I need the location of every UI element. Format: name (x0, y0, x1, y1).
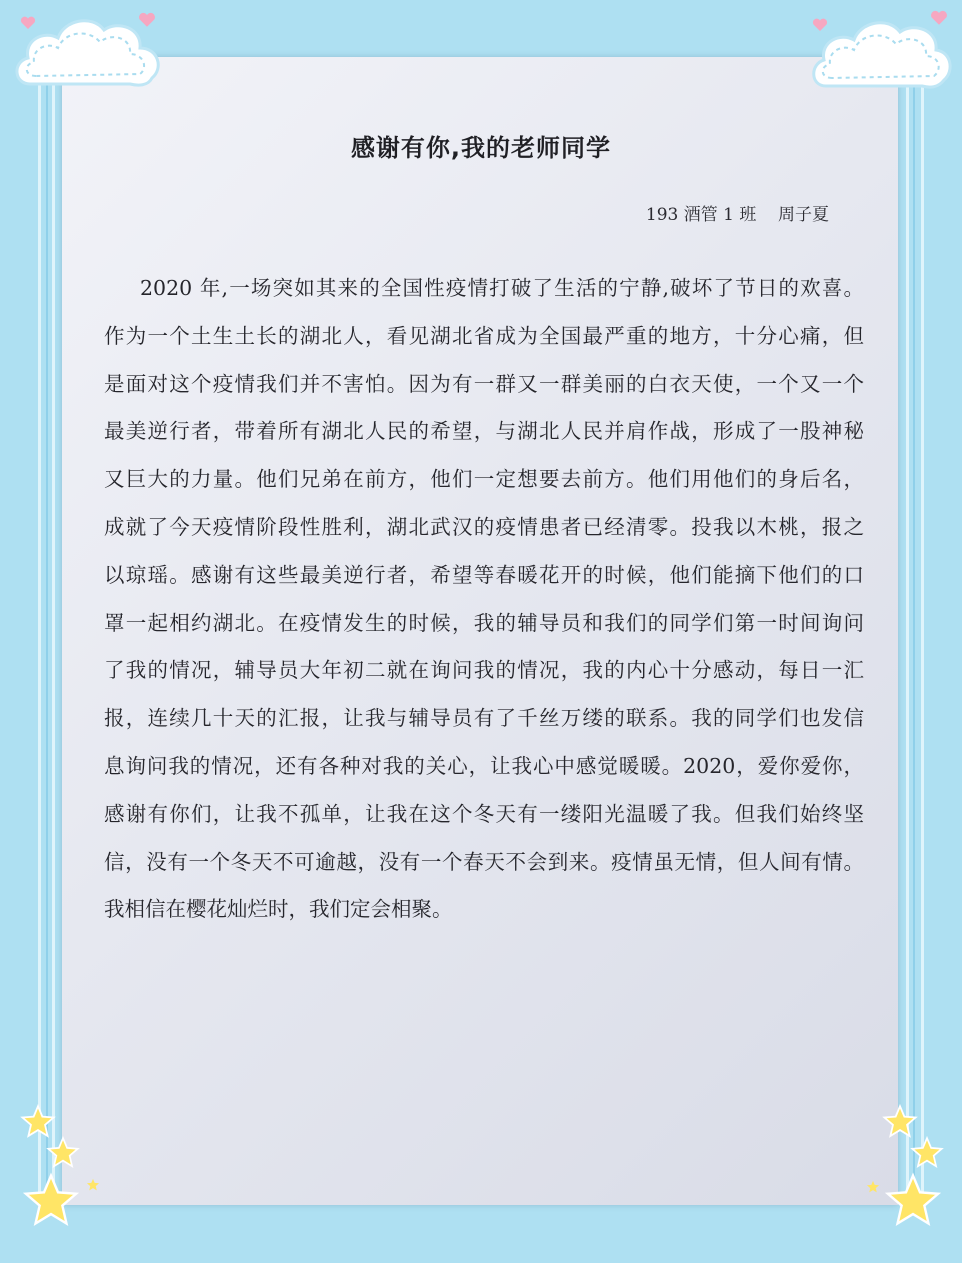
body-line: 2020 年,一场突如其来的全国性疫情打破了生活的宁静,破坏了节日的欢喜。 (140, 276, 864, 300)
star-icon (22, 1172, 80, 1230)
body-line: 了我的情况，辅导员大年初二就在询问我的情况，我的内心十分感动，每日一汇 (104, 658, 864, 683)
body-line: 以琼瑶。感谢有这些最美逆行者，希望等春暖花开的时候，他们能摘下他们的口 (104, 562, 864, 587)
body-line: 信，没有一个冬天不可逾越，没有一个春天不会到来。疫情虽无情，但人间有情。 (104, 849, 864, 874)
star-icon (884, 1172, 942, 1230)
frame-line-right-1 (921, 60, 924, 1203)
body-line: 成就了今天疫情阶段性胜利，湖北武汉的疫情患者已经清零。投我以木桃，报之 (104, 514, 864, 539)
frame-line-right-3 (906, 60, 909, 1203)
frame-line-left-3 (52, 60, 55, 1203)
body-line: 作为一个土生土长的湖北人，看见湖北省成为全国最严重的地方，十分心痛，但 (104, 323, 864, 348)
heart-icon (930, 10, 948, 26)
page-title: 感谢有你,我的老师同学 (350, 134, 612, 162)
body-line: 我相信在樱花灿烂时，我们定会相聚。 (104, 897, 453, 922)
star-icon (910, 1136, 944, 1170)
star-icon (46, 1136, 80, 1170)
letter-body (104, 265, 864, 934)
body-line: 罩一起相约湖北。在疫情发生的时候，我的辅导员和我们的同学们第一时间询问 (104, 610, 864, 635)
body-line: 最美逆行者，带着所有湖北人民的希望，与湖北人民并肩作战，形成了一股神秘 (104, 419, 864, 444)
star-icon (86, 1178, 100, 1192)
body-line: 又巨大的力量。他们兄弟在前方，他们一定想要去前方。他们用他们的身后名， (104, 467, 864, 492)
star-icon (866, 1180, 880, 1194)
frame-line-left-1 (38, 60, 41, 1203)
heart-icon (20, 16, 36, 30)
body-line: 是面对这个疫情我们并不害怕。因为有一群又一群美丽的白衣天使，一个又一个 (104, 371, 864, 396)
star-icon (20, 1104, 56, 1140)
body-line: 息询问我的情况，还有各种对我的关心，让我心中感觉暖暖。2020，爱你爱你， (104, 753, 864, 778)
frame-line-left-2 (46, 60, 48, 1203)
body-line: 报，连续几十天的汇报，让我与辅导员有了千丝万缕的联系。我的同学们也发信 (104, 706, 864, 731)
heart-icon (138, 12, 156, 28)
author-byline: 193 酒管 1 班 周子夏 (645, 205, 829, 225)
body-line: 感谢有你们，让我不孤单，让我在这个冬天有一缕阳光温暖了我。但我们始终坚 (104, 801, 864, 826)
frame-line-right-2 (913, 60, 915, 1203)
heart-icon (812, 18, 828, 32)
star-icon (882, 1104, 918, 1140)
